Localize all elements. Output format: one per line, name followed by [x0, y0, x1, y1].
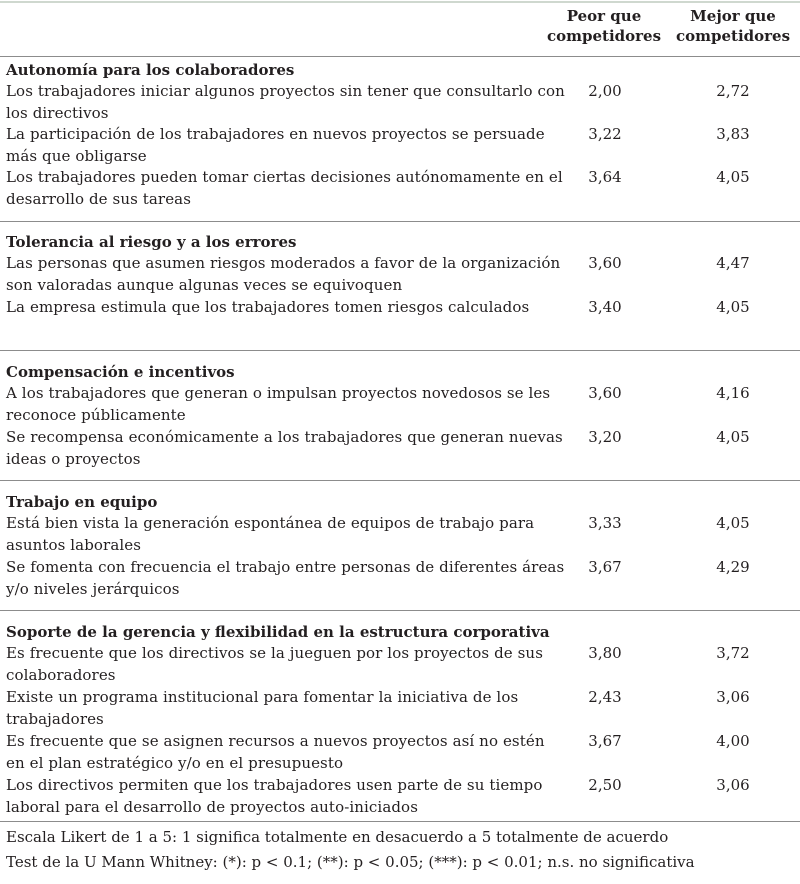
table-row-label: Es frecuente que se asignen recursos a nuevos proyectos así no estén en el plan estratégico y/o en el presupuesto — [6, 732, 545, 772]
table-row-label: La participación de los trabajadores en nuevos proyectos se persuade más que obligarse — [6, 125, 545, 165]
table-row-label: Las personas que asumen riesgos moderados a favor de la organización son valoradas aunque algunas veces se equivoquen — [6, 254, 561, 294]
value-peor: 2,50 — [588, 776, 622, 794]
table-row-label: Es frecuente que los directivos se la jueguen por los proyectos de sus colaboradores — [6, 644, 543, 684]
table-row-label: Los trabajadores iniciar algunos proyectos sin tener que consultarlo con los directivos — [6, 82, 565, 122]
value-peor: 3,67 — [588, 558, 622, 576]
divider — [0, 221, 800, 222]
table-row-label: Los trabajadores pueden tomar ciertas decisiones autónomamente en el desarrollo de sus tareas — [6, 168, 563, 208]
value-mejor: 4,29 — [716, 558, 750, 576]
value-peor: 3,33 — [588, 514, 622, 532]
value-mejor: 4,05 — [716, 168, 750, 186]
value-mejor: 4,05 — [716, 428, 750, 446]
section-title: Autonomía para los colaboradores — [6, 61, 295, 79]
footnote-scale: Escala Likert de 1 a 5: 1 significa totalmente en desacuerdo a 5 totalmente de acuerdo — [6, 828, 669, 846]
value-peor: 3,80 — [588, 644, 622, 662]
table-row-label: A los trabajadores que generan o impulsan proyectos novedosos se les reconoce públicamente — [6, 384, 551, 424]
value-mejor: 2,72 — [716, 82, 750, 100]
value-peor: 2,00 — [588, 82, 622, 100]
section-title: Tolerancia al riesgo y a los errores — [6, 233, 297, 251]
value-mejor: 4,05 — [716, 298, 750, 316]
section-title: Compensación e incentivos — [6, 363, 235, 381]
table-row-label: Se recompensa económicamente a los trabajadores que generan nuevas ideas o proyectos — [6, 428, 563, 468]
section-title: Soporte de la gerencia y flexibilidad en la estructura corporativa — [6, 623, 550, 641]
value-peor: 3,67 — [588, 732, 622, 750]
value-peor: 3,22 — [588, 125, 622, 143]
header-peor-que-competidores: Peor que competidores — [546, 7, 662, 45]
value-peor: 3,60 — [588, 254, 622, 272]
value-mejor: 4,00 — [716, 732, 750, 750]
divider — [0, 350, 800, 351]
header-mejor-que-competidores: Mejor que competidores — [675, 7, 791, 45]
footnote-test: Test de la U Mann Whitney: (*): p < 0.1; (**): p < 0.05; (***): p < 0.01; n.s. no significativa — [6, 853, 695, 871]
table-row-label: Existe un programa institucional para fomentar la iniciativa de los trabajadores — [6, 688, 519, 728]
divider — [0, 480, 800, 481]
value-peor: 3,40 — [588, 298, 622, 316]
table-row-label: Está bien vista la generación espontánea de equipos de trabajo para asuntos laborales — [6, 514, 535, 554]
value-mejor: 3,83 — [716, 125, 750, 143]
divider — [0, 610, 800, 611]
value-mejor: 4,05 — [716, 514, 750, 532]
value-mejor: 3,06 — [716, 688, 750, 706]
value-peor: 3,60 — [588, 384, 622, 402]
value-mejor: 3,72 — [716, 644, 750, 662]
value-mejor: 3,06 — [716, 776, 750, 794]
table-row-label: Se fomenta con frecuencia el trabajo entre personas de diferentes áreas y/o niveles jerárquicos — [6, 558, 565, 598]
divider — [0, 821, 800, 822]
table-row-label: La empresa estimula que los trabajadores tomen riesgos calculados — [6, 298, 530, 316]
table-row-label: Los directivos permiten que los trabajadores usen parte de su tiempo laboral para el desarrollo de proyectos auto-iniciados — [6, 776, 543, 816]
top-rule — [0, 1, 800, 3]
value-peor: 3,64 — [588, 168, 622, 186]
section-title: Trabajo en equipo — [6, 493, 158, 511]
value-peor: 2,43 — [588, 688, 622, 706]
value-mejor: 4,16 — [716, 384, 750, 402]
divider — [0, 56, 800, 57]
value-peor: 3,20 — [588, 428, 622, 446]
value-mejor: 4,47 — [716, 254, 750, 272]
